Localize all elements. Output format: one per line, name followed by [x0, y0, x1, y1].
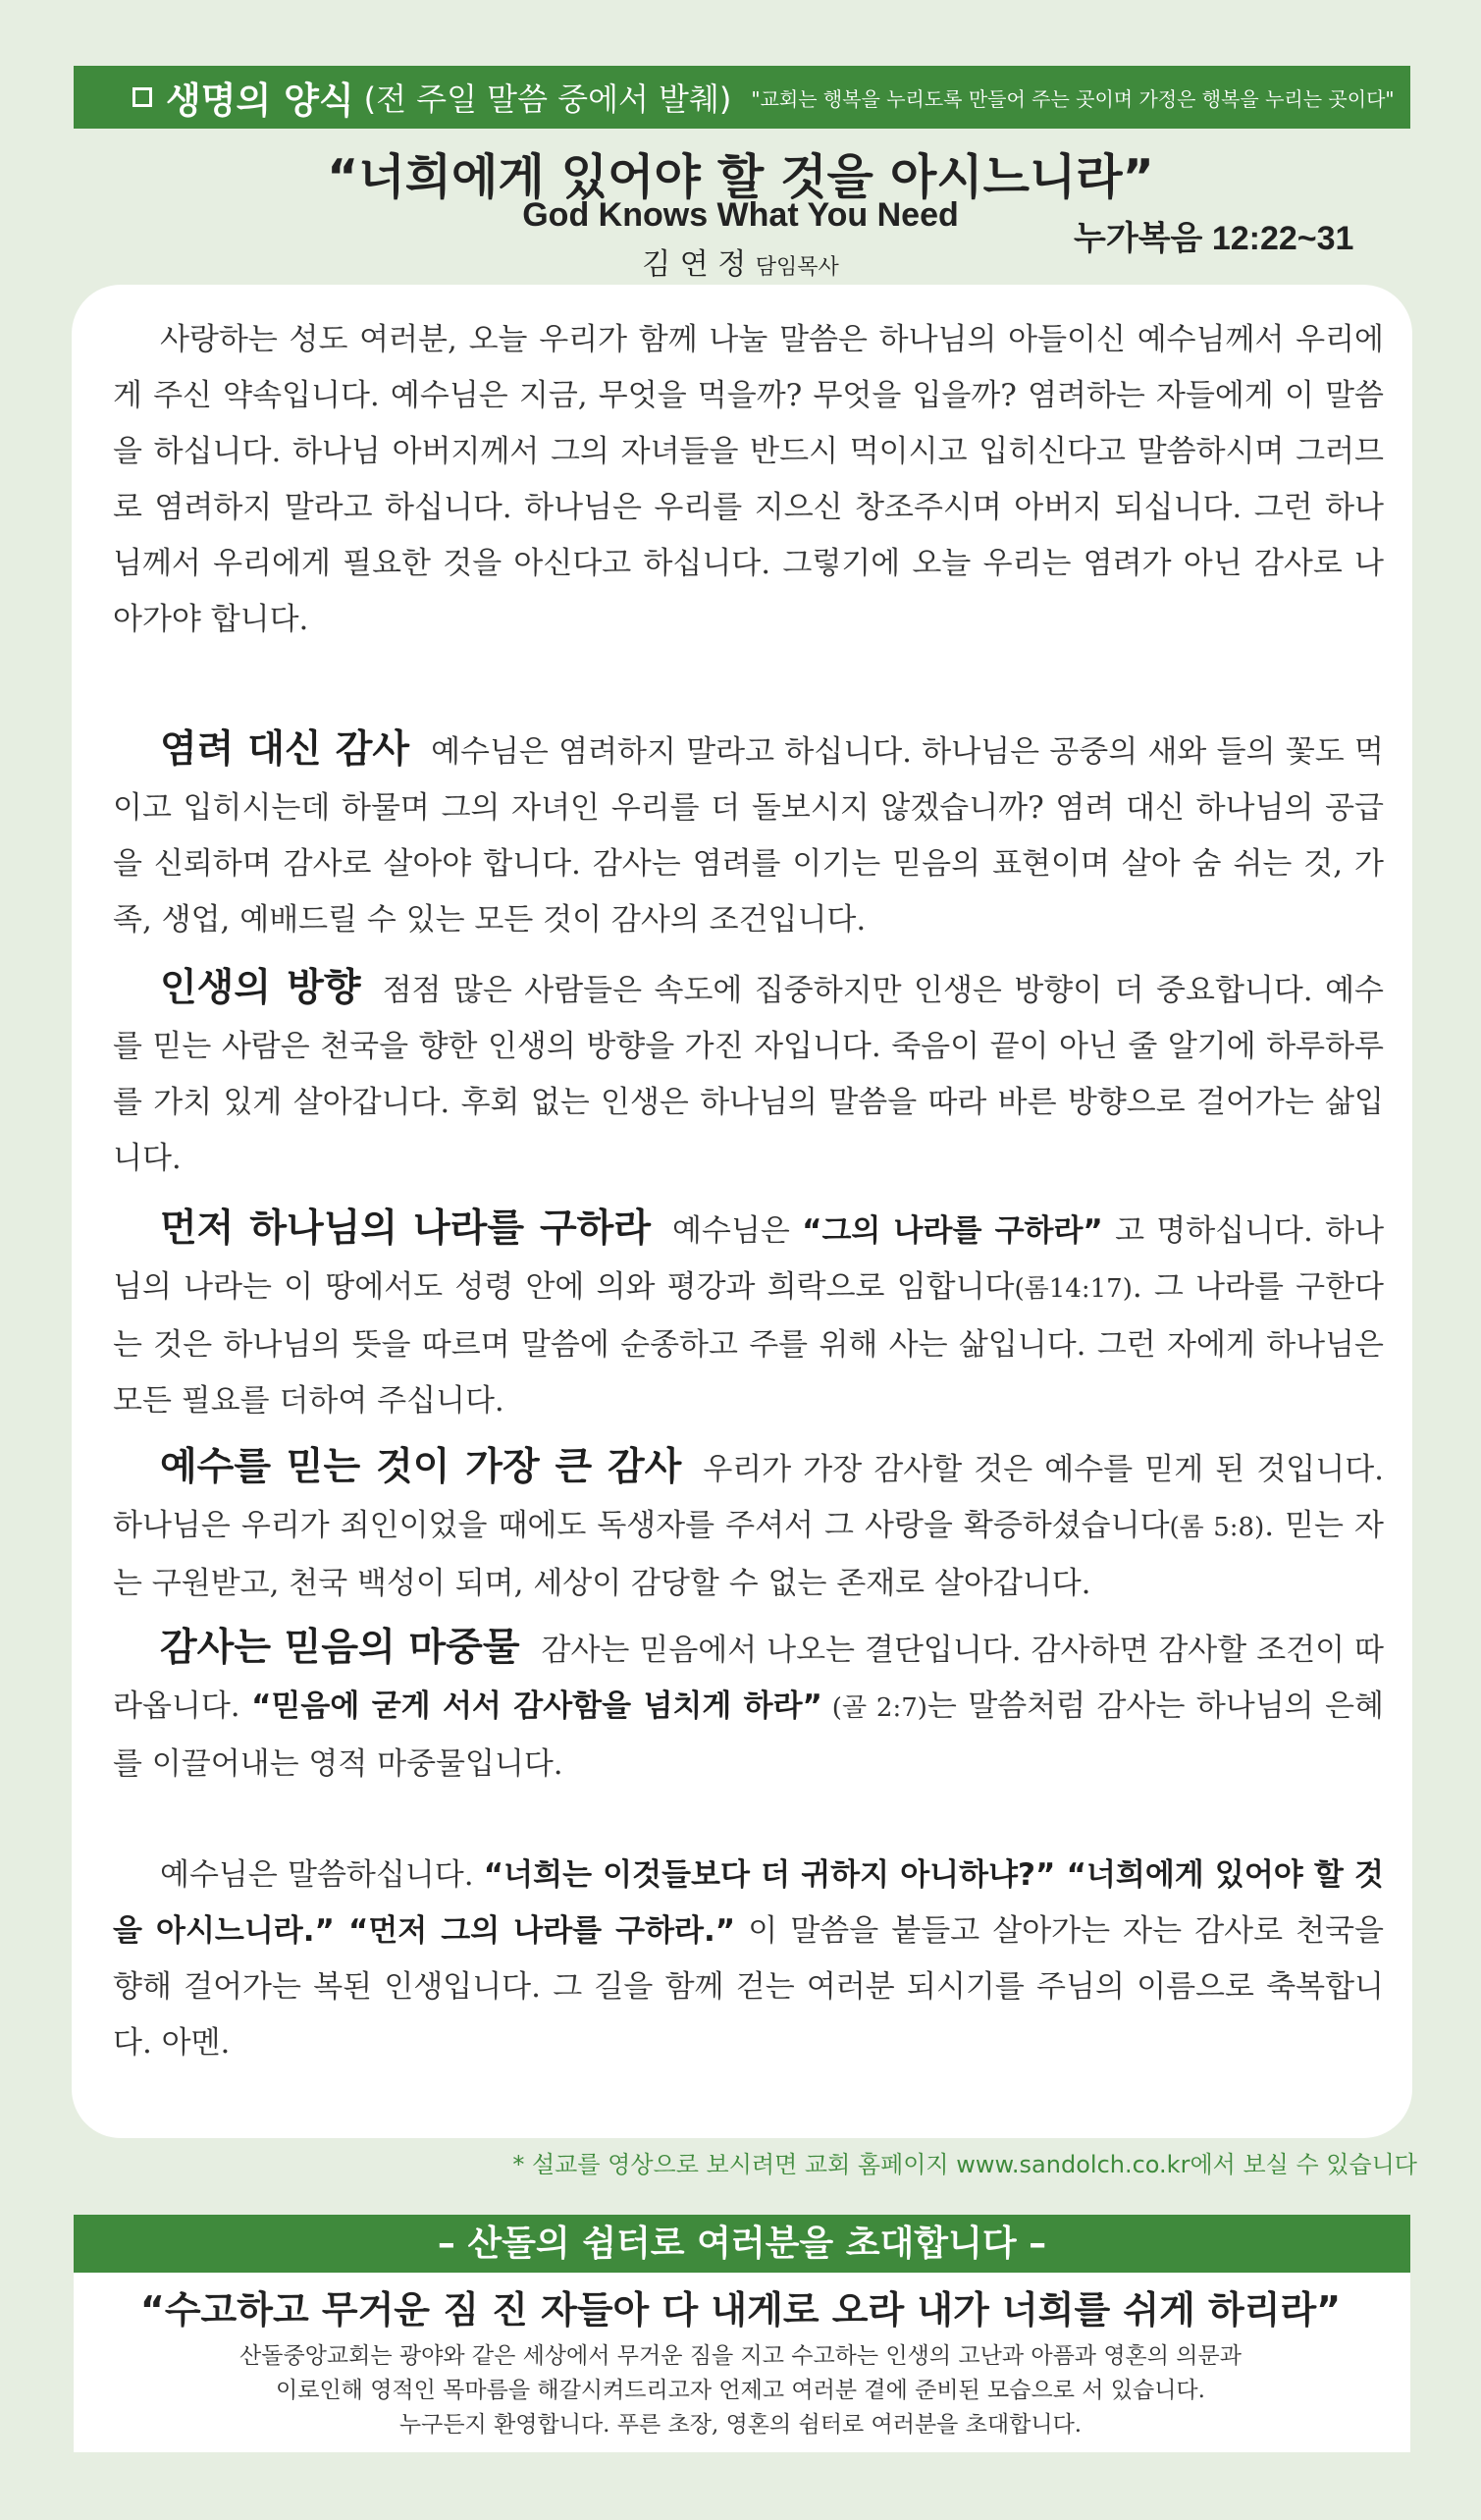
checkbox-square-icon	[132, 87, 152, 107]
pastor-name: 김 연 정	[642, 247, 747, 282]
bold-quote: “너희에게 있어야 할 것을 아시느니라.”	[113, 1857, 1384, 1949]
section-name: 생명의 양식	[166, 80, 354, 122]
section-text: 예수님은 염려하지 말라고 하십니다. 하나님은 공중의 새와 들의 꽃도 먹이고 입히시는데 하물며 그의 자녀인 우리를 더 돌보시지 않겠습니까? 염려 대신 하나님의 공급을 신뢰하며 감사로 살아야 합니다. 감사는 염려를 이기는 믿음의 표현이며 살아 숨 쉬는 것, 가족, 생업, 예배드릴 수 있는 모든 것이 감사의 조건입니다.	[113, 734, 1384, 938]
section-heading: 예수를 믿는 것이 가장 큰 감사	[160, 1445, 682, 1489]
section-heading: 먼저 하나님의 나라를 구하라	[160, 1206, 652, 1251]
section-text: 우리가 가장 감사할 것은 예수를 믿게 된 것입니다. 하나님은 우리가 죄인이었을 때에도 독생자를 주셔서 그 사랑을 확증하셨습니다	[113, 1452, 1384, 1543]
bible-reference: (롬 5:8)	[1169, 1513, 1265, 1542]
closing-text: 이 말씀을 붙들고 살아가는 자는 감사로 천국을 향해 걸어가는 복된 인생입니다. 그 길을 함께 걷는 여러분 되시기를 주님의 이름으로 축복합니다. 아멘.	[113, 1913, 1384, 2061]
invite-info	[0, 2339, 1481, 2442]
bold-quote: “믿음에 굳게 서서 감사함을 넘치게 하라”	[251, 1689, 822, 1724]
invite-quote: “수고하고 무거운 짐 진 자들아 다 내게로 오라 내가 너희를 쉬게 하리라”	[139, 2288, 1342, 2332]
section-banner	[74, 66, 1410, 129]
section-heading: 감사는 믿음의 마중물	[160, 1626, 520, 1670]
pastor-role: 담임목사	[755, 255, 839, 280]
section-text: 감사는 믿음에서 나오는 결단입니다. 감사하면 감사할 조건이 따라옵니다.	[113, 1633, 1384, 1724]
pastor-byline	[0, 240, 1481, 283]
section-text: 점점 많은 사람들은 속도에 집중하지만 인생은 방향이 더 중요합니다. 예수를 믿는 사람은 천국을 향한 인생의 방향을 가진 자입니다. 죽음이 끝이 아닌 줄 알기에 하루하루를 가치 있게 살아갑니다. 후회 없는 인생은 하나님의 말씀을 따라 바른 방향으로 걸어가는 삶입니다.	[113, 973, 1384, 1176]
invite-band: – 산돌의 쉼터로 여러분을 초대합니다 –	[74, 2215, 1410, 2273]
closing-text: 예수님은 말씀하십니다.	[160, 1857, 484, 1893]
section-seek-kingdom	[113, 1201, 1384, 1429]
section-worry-instead-thanks	[113, 722, 1384, 948]
section-life-direction	[113, 960, 1384, 1187]
sermon-title: “너희에게 있어야 할 것을 아시느니라”	[327, 149, 1154, 205]
section-text: 는 말씀처럼 감사는 하나님의 은혜를 이끌어내는 영적 마중물입니다.	[113, 1689, 1384, 1782]
section-thanks-priming-water	[113, 1620, 1384, 1793]
section-heading: 염려 대신 감사	[160, 727, 410, 772]
english-title: God Knows What You Need	[522, 196, 959, 234]
bold-quote: “그의 나라를 구하라”	[802, 1213, 1103, 1249]
bold-quote: “너희는 이것들보다 더 귀하지 아니하냐?”	[483, 1857, 1056, 1893]
bible-reference: (롬14:17)	[1014, 1274, 1133, 1304]
scripture-reference: 누가복음 12:22~31	[1074, 220, 1354, 257]
bible-reference: (골 2:7)	[821, 1693, 927, 1723]
sermon-intro: 사랑하는 성도 여러분, 오늘 우리가 함께 나눌 말씀은 하나님의 아들이신 예수님께서 우리에게 주신 약속입니다. 예수님은 지금, 무엇을 먹을까? 무엇을 입을까? 염려하는 자들에게 이 말씀을 하십니다. 하나님 아버지께서 그의 자녀들을 반드시 먹이시고 입히신다고 말씀하시며 그러므로 염려하지 말라고 하십니다. 하나님은 우리를 지으신 창조주시며 아버지 되십니다. 그런 하나님께서 우리에게 필요한 것을 아신다고 하십니다. 그렇기에 오늘 우리는 염려가 아닌 감사로 나아가야 합니다.	[113, 322, 1384, 637]
invite-line: 누구든지 환영합니다. 푸른 초장, 영혼의 쉼터로 여러분을 초대합니다.	[398, 2412, 1083, 2438]
video-note: * 설교를 영상으로 보시려면 교회 홈페이지 www.sandolch.co.kr에서 보실 수 있습니다	[512, 2151, 1417, 2178]
section-heading: 인생의 방향	[160, 966, 361, 1010]
invite-line: 이로인해 영적인 목마름을 해갈시켜드리고자 언제고 여러분 곁에 준비된 모습으로 서 있습니다.	[276, 2378, 1205, 2403]
section-text: 예수님은	[672, 1213, 803, 1249]
banner-quote: "교회는 행복을 누리도록 만들어 주는 곳이며 가정은 행복을 누리는 곳이다"	[751, 86, 1395, 111]
section-text: . 그 나라를 구한다는 것은 하나님의 뜻을 따르며 말씀에 순종하고 주를 위해 사는 삶입니다. 그런 자에게 하나님은 모든 필요를 더하여 주십니다.	[113, 1269, 1384, 1419]
bold-quote: “먼저 그의 나라를 구하라.”	[334, 1913, 736, 1949]
section-greatest-thanks	[113, 1439, 1384, 1612]
invite-line: 산돌중앙교회는 광야와 같은 세상에서 무거운 짐을 지고 수고하는 인생의 고난과 아픔과 영혼의 의문과	[239, 2343, 1242, 2369]
section-subtitle: (전 주일 말씀 중에서 발췌)	[363, 80, 732, 118]
section-text: . 믿는 자는 구원받고, 천국 백성이 되며, 세상이 감당할 수 없는 존재로 살아갑니다.	[113, 1508, 1384, 1601]
sermon-closing	[113, 1848, 1384, 2071]
section-text: 고 명하십니다. 하나님의 나라는 이 땅에서도 성령 안에 의와 평강과 희락으로 임합니다	[113, 1213, 1385, 1305]
